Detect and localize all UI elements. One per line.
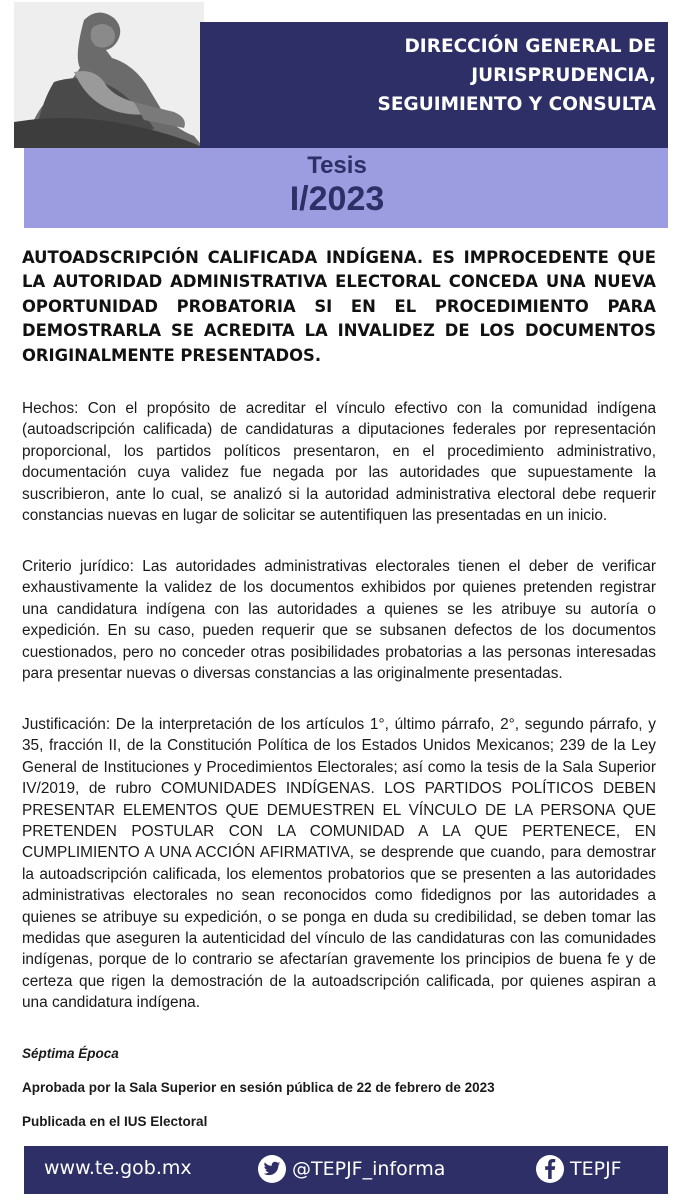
page-header bbox=[0, 0, 678, 218]
epoca-label: Séptima Época bbox=[22, 1046, 119, 1061]
page-footer bbox=[24, 1146, 668, 1194]
aprobada-label: Aprobada por la Sala Superior en sesión pública de 22 de febrero de 2023 bbox=[22, 1080, 495, 1095]
justificacion-paragraph: Justificación: De la interpretación de los artículos 1°, último párrafo, 2°, segundo párrafo, y 35, fracción II, de la Constitución Política de los Estados Unidos Mexicanos; 239 de la Ley General de Instituciones y Procedimientos Electorales; así como la tesis de la Sala Superior IV/2019, de rubro COMUNIDADES INDÍGENAS. LOS PARTIDOS POLÍTICOS DEBEN PRESENTAR ELEMENTOS QUE DEMUESTREN EL VÍNCULO DE LA PERSONA QUE PRETENDEN POSTULAR CON LA COMUNIDAD A LA QUE PERTENECE, EN CUMPLIMIENTO A UNA ACCIÓN AFIRMATIVA, se desprende que cuando, para demostrar la autoadscripción calificada, los elementos probatorios que se presenten a las autoridades administrativas electorales no sean reconocidos como fidedignos por las autoridades a quienes se atribuye su expedición, o se ponga en duda su credibilidad, se deben tomar las medidas que aseguren la autenticidad del vínculo de las candidaturas con las comunidades indígenas, porque de lo contrario se afectarían gravemente los principios de buena fe y de certeza que rigen la demostración de la autoadscripción calificada, por quienes aspiran a una candidatura indígena. bbox=[22, 716, 656, 1012]
department-title-line2: SEGUIMIENTO Y CONSULTA bbox=[377, 94, 656, 115]
twitter-bird-icon bbox=[258, 1155, 286, 1183]
website-link[interactable]: www.te.gob.mx bbox=[44, 1157, 192, 1179]
department-title-line1: DIRECCIÓN GENERAL DE JURISPRUDENCIA, bbox=[404, 36, 656, 86]
criterio-paragraph: Criterio jurídico: Las autoridades administrativas electorales tienen el deber de verificar exhaustivamente la validez de los documentos exhibidos por quienes pretenden registrar una candidatura indígena con las autoridades a quienes se les atribuye su autoría o expedición. En su caso, pueden requerir que se subsanen defectos de los documentos cuestionados, pero no conceder otras posibilidades probatorias a las personas interesadas para presentar nuevas o diversas constancias a las originalmente presentadas. bbox=[22, 558, 656, 683]
twitter-handle: @TEPJF_informa bbox=[292, 1158, 446, 1180]
twitter-link[interactable] bbox=[258, 1155, 445, 1183]
facebook-handle: TEPJF bbox=[570, 1158, 622, 1180]
department-title bbox=[216, 32, 656, 119]
tesis-number: I/2023 bbox=[289, 180, 385, 218]
publicada-label: Publicada en el IUS Electoral bbox=[22, 1114, 208, 1129]
tesis-band bbox=[24, 148, 668, 228]
justice-statue-image bbox=[14, 2, 204, 148]
tesis-label: Tesis bbox=[307, 152, 367, 179]
facebook-icon bbox=[536, 1155, 564, 1183]
tesis-rubric: AUTOADSCRIPCIÓN CALIFICADA INDÍGENA. ES IMPROCEDENTE QUE LA AUTORIDAD ADMINISTRATIVA ELECTORAL CONCEDA UNA NUEVA OPORTUNIDAD PROBATORIA SI EN EL PROCEDIMIENTO PARA DEMOSTRARLA SE ACREDITA LA INVALIDEZ DE LOS DOCUMENTOS ORIGINALMENTE PRESENTADOS. bbox=[22, 248, 656, 365]
hechos-paragraph: Hechos: Con el propósito de acreditar el vínculo efectivo con la comunidad indígena (autoadscripción calificada) de candidaturas a diputaciones federales por representación proporcional, los partidos políticos presentaron, en el procedimiento administrativo, documentación cuya validez fue negada por las autoridades que supuestamente la suscribieron, ante lo cual, se analizó si la autoridad administrativa electoral debe requerir constancias nuevas en lugar de solicitar se autentifiquen las presentadas en un inicio. bbox=[22, 400, 656, 525]
facebook-link[interactable] bbox=[536, 1155, 622, 1183]
